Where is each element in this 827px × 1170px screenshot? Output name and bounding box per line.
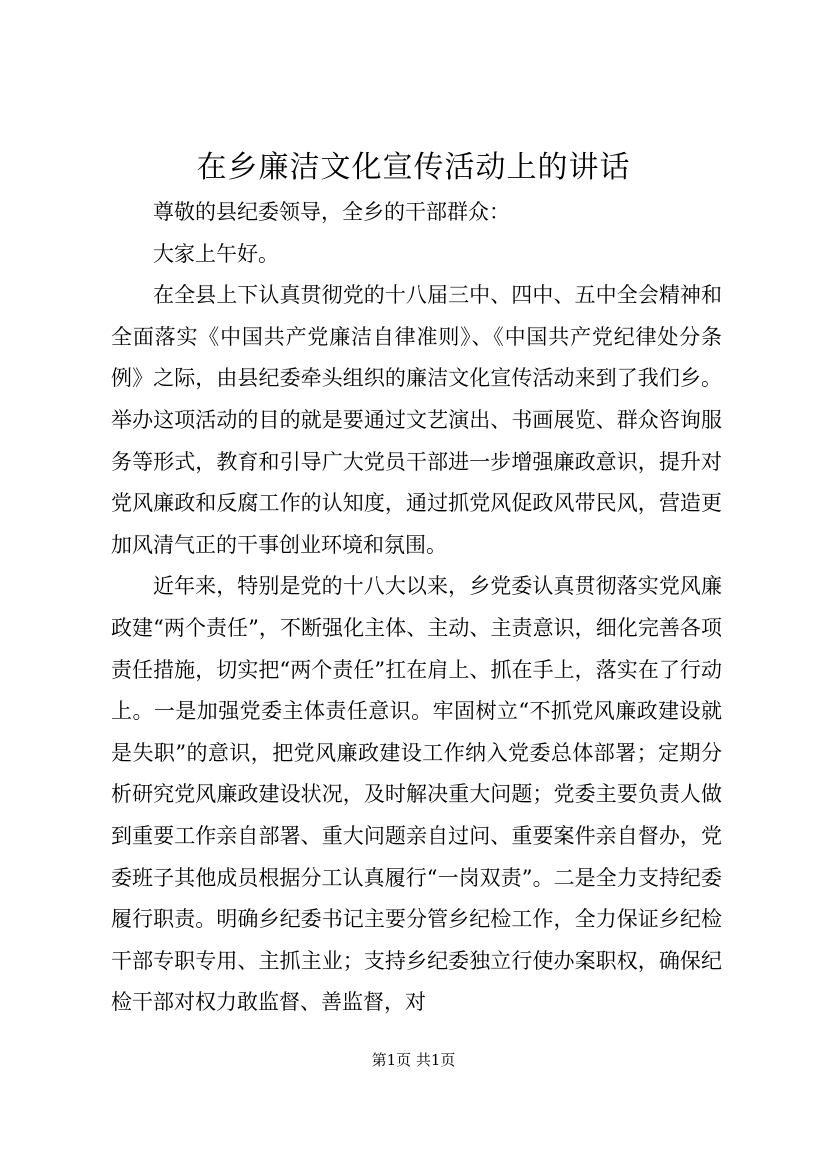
document-title: 在乡廉洁文化宣传活动上的讲话 bbox=[196, 150, 631, 185]
body-paragraph: 近年来，特别是党的十八大以来，乡党委认真贯彻落实党风廉政建“两个责任”，不断强化主体、主动、主责意识，细化完善各项责任措施，切实把“两个责任”扛在肩上、抓在手上，落实在了行动上。一是加强党委主体责任意识。牢固树立“不抓党风廉政建设就是失职”的意识，把党风廉政建设工作纳入党委总体部署；定期分析研究党风廉政建设状况，及时解决重大问题；党委主要负责人做到重要工作亲自部署、重大问题亲自过问、重要案件亲自督办，党委班子其他成员根据分工认真履行“一岗双责”。二是全力支持纪委履行职责。明确乡纪委书记主要分管乡纪检工作，全力保证乡纪检干部专职专用、主抓主业；支持乡纪委独立行使办案职权，确保纪检干部对权力敢监督、善监督，对 bbox=[111, 574, 722, 1015]
body-paragraph: 在全县上下认真贯彻党的十八届三中、四中、五中全会精神和全面落实《中国共产党廉洁自律准则》、《中国共产党纪律处分条例》之际，由县纪委牵头组织的廉洁文化宣传活动来到了我们乡。举办这项活动的目的就是要通过文艺演出、书画展览、群众咨询服务等形式，教育和引导广大党员干部进一步增强廉政意识，提升对党风廉政和反腐工作的认知度，通过抓党风促政风带民风，营造更加风清气正的干事创业环境和氛围。 bbox=[111, 283, 722, 557]
document-body bbox=[111, 192, 722, 1024]
greeting-paragraph: 大家上午好。 bbox=[153, 241, 279, 266]
salutation-paragraph: 尊敬的县纪委领导，全乡的干部群众： bbox=[153, 200, 510, 224]
page-number-footer: 第1页 共1页 bbox=[371, 1051, 456, 1069]
